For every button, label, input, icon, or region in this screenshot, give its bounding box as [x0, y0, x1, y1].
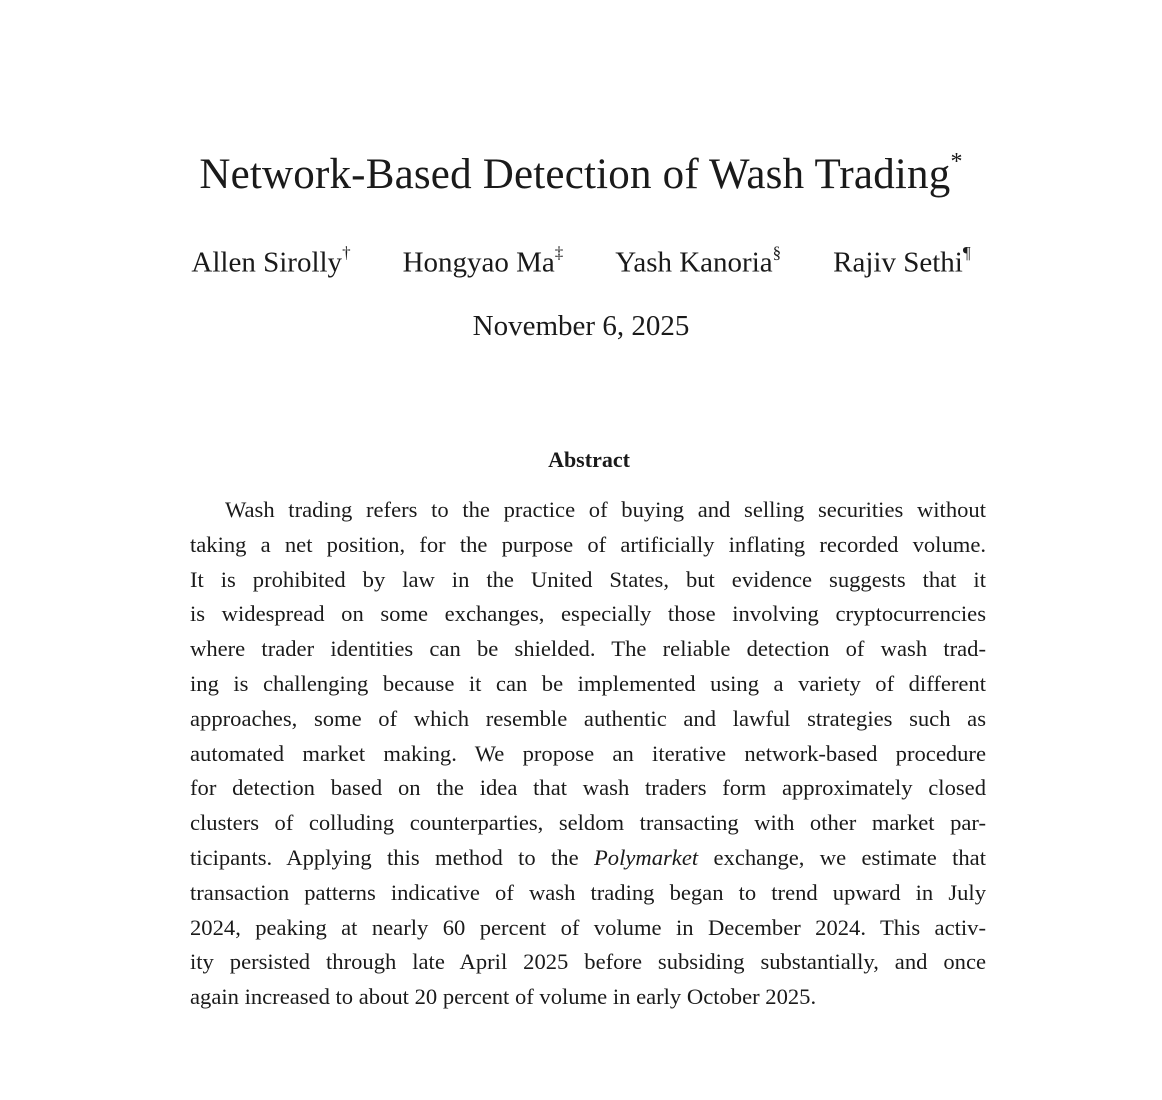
abstract-line: is widespread on some exchanges, especially those involving cryptocurrencies: [190, 601, 986, 627]
paper-date: November 6, 2025: [472, 310, 690, 342]
polymarket-name: Polymarket: [593, 844, 699, 870]
author-4: [833, 243, 971, 280]
abstract-body: [190, 493, 986, 1015]
author-footnote-mark: §: [772, 243, 782, 262]
abstract-line: 2024, peaking at nearly 60 percent of volume in December 2024. This activ-: [190, 914, 986, 940]
abstract-line: Wash trading refers to the practice of buying and selling securities without: [225, 497, 986, 522]
author-2: [402, 243, 564, 280]
abstract-line: transaction patterns indicative of wash trading began to trend upward in July: [190, 879, 986, 905]
abstract-line: clusters of colluding counterparties, seldom transacting with other market par-: [190, 810, 986, 836]
abstract-line: for detection based on the idea that wash traders form approximately closed: [190, 775, 986, 801]
title-footnote-mark: *: [950, 148, 963, 175]
author-name: Allen Sirolly: [191, 246, 343, 279]
abstract-heading: Abstract: [548, 447, 630, 472]
paper-title-text: Network-Based Detection of Wash Trading: [199, 151, 951, 198]
abstract-line: taking a net position, for the purpose of artificially inflating recorded volume.: [190, 531, 986, 557]
author-footnote-mark: ¶: [962, 243, 971, 262]
abstract-line: ing is challenging because it can be implemented using a variety of different: [190, 670, 986, 696]
author-name: Rajiv Sethi: [833, 246, 963, 279]
abstract-line: automated market making. We propose an iterative network-based procedure: [190, 740, 986, 766]
author-list: [0, 243, 1162, 280]
abstract-text-after: exchange, we estimate that: [698, 844, 986, 870]
abstract-text-before: ticipants. Applying this method to the: [190, 844, 594, 870]
abstract-line: where trader identities can be shielded. The reliable detection of wash trad-: [190, 636, 986, 662]
abstract-line: again increased to about 20 percent of volume in early October 2025.: [190, 984, 817, 1010]
author-footnote-mark: †: [342, 243, 351, 262]
abstract-line: ity persisted through late April 2025 before subsiding substantially, and once: [190, 949, 986, 975]
author-3: [615, 243, 782, 280]
author-name: Yash Kanoria: [615, 246, 773, 279]
paper-title: [0, 150, 1162, 199]
author-1: [191, 243, 351, 280]
abstract-line-polymarket: [190, 841, 986, 876]
author-name: Hongyao Ma: [402, 246, 555, 279]
abstract-line: approaches, some of which resemble authentic and lawful strategies such as: [190, 705, 986, 731]
abstract-line: It is prohibited by law in the United States, but evidence suggests that it: [190, 566, 986, 592]
author-footnote-mark: ‡: [554, 243, 564, 262]
